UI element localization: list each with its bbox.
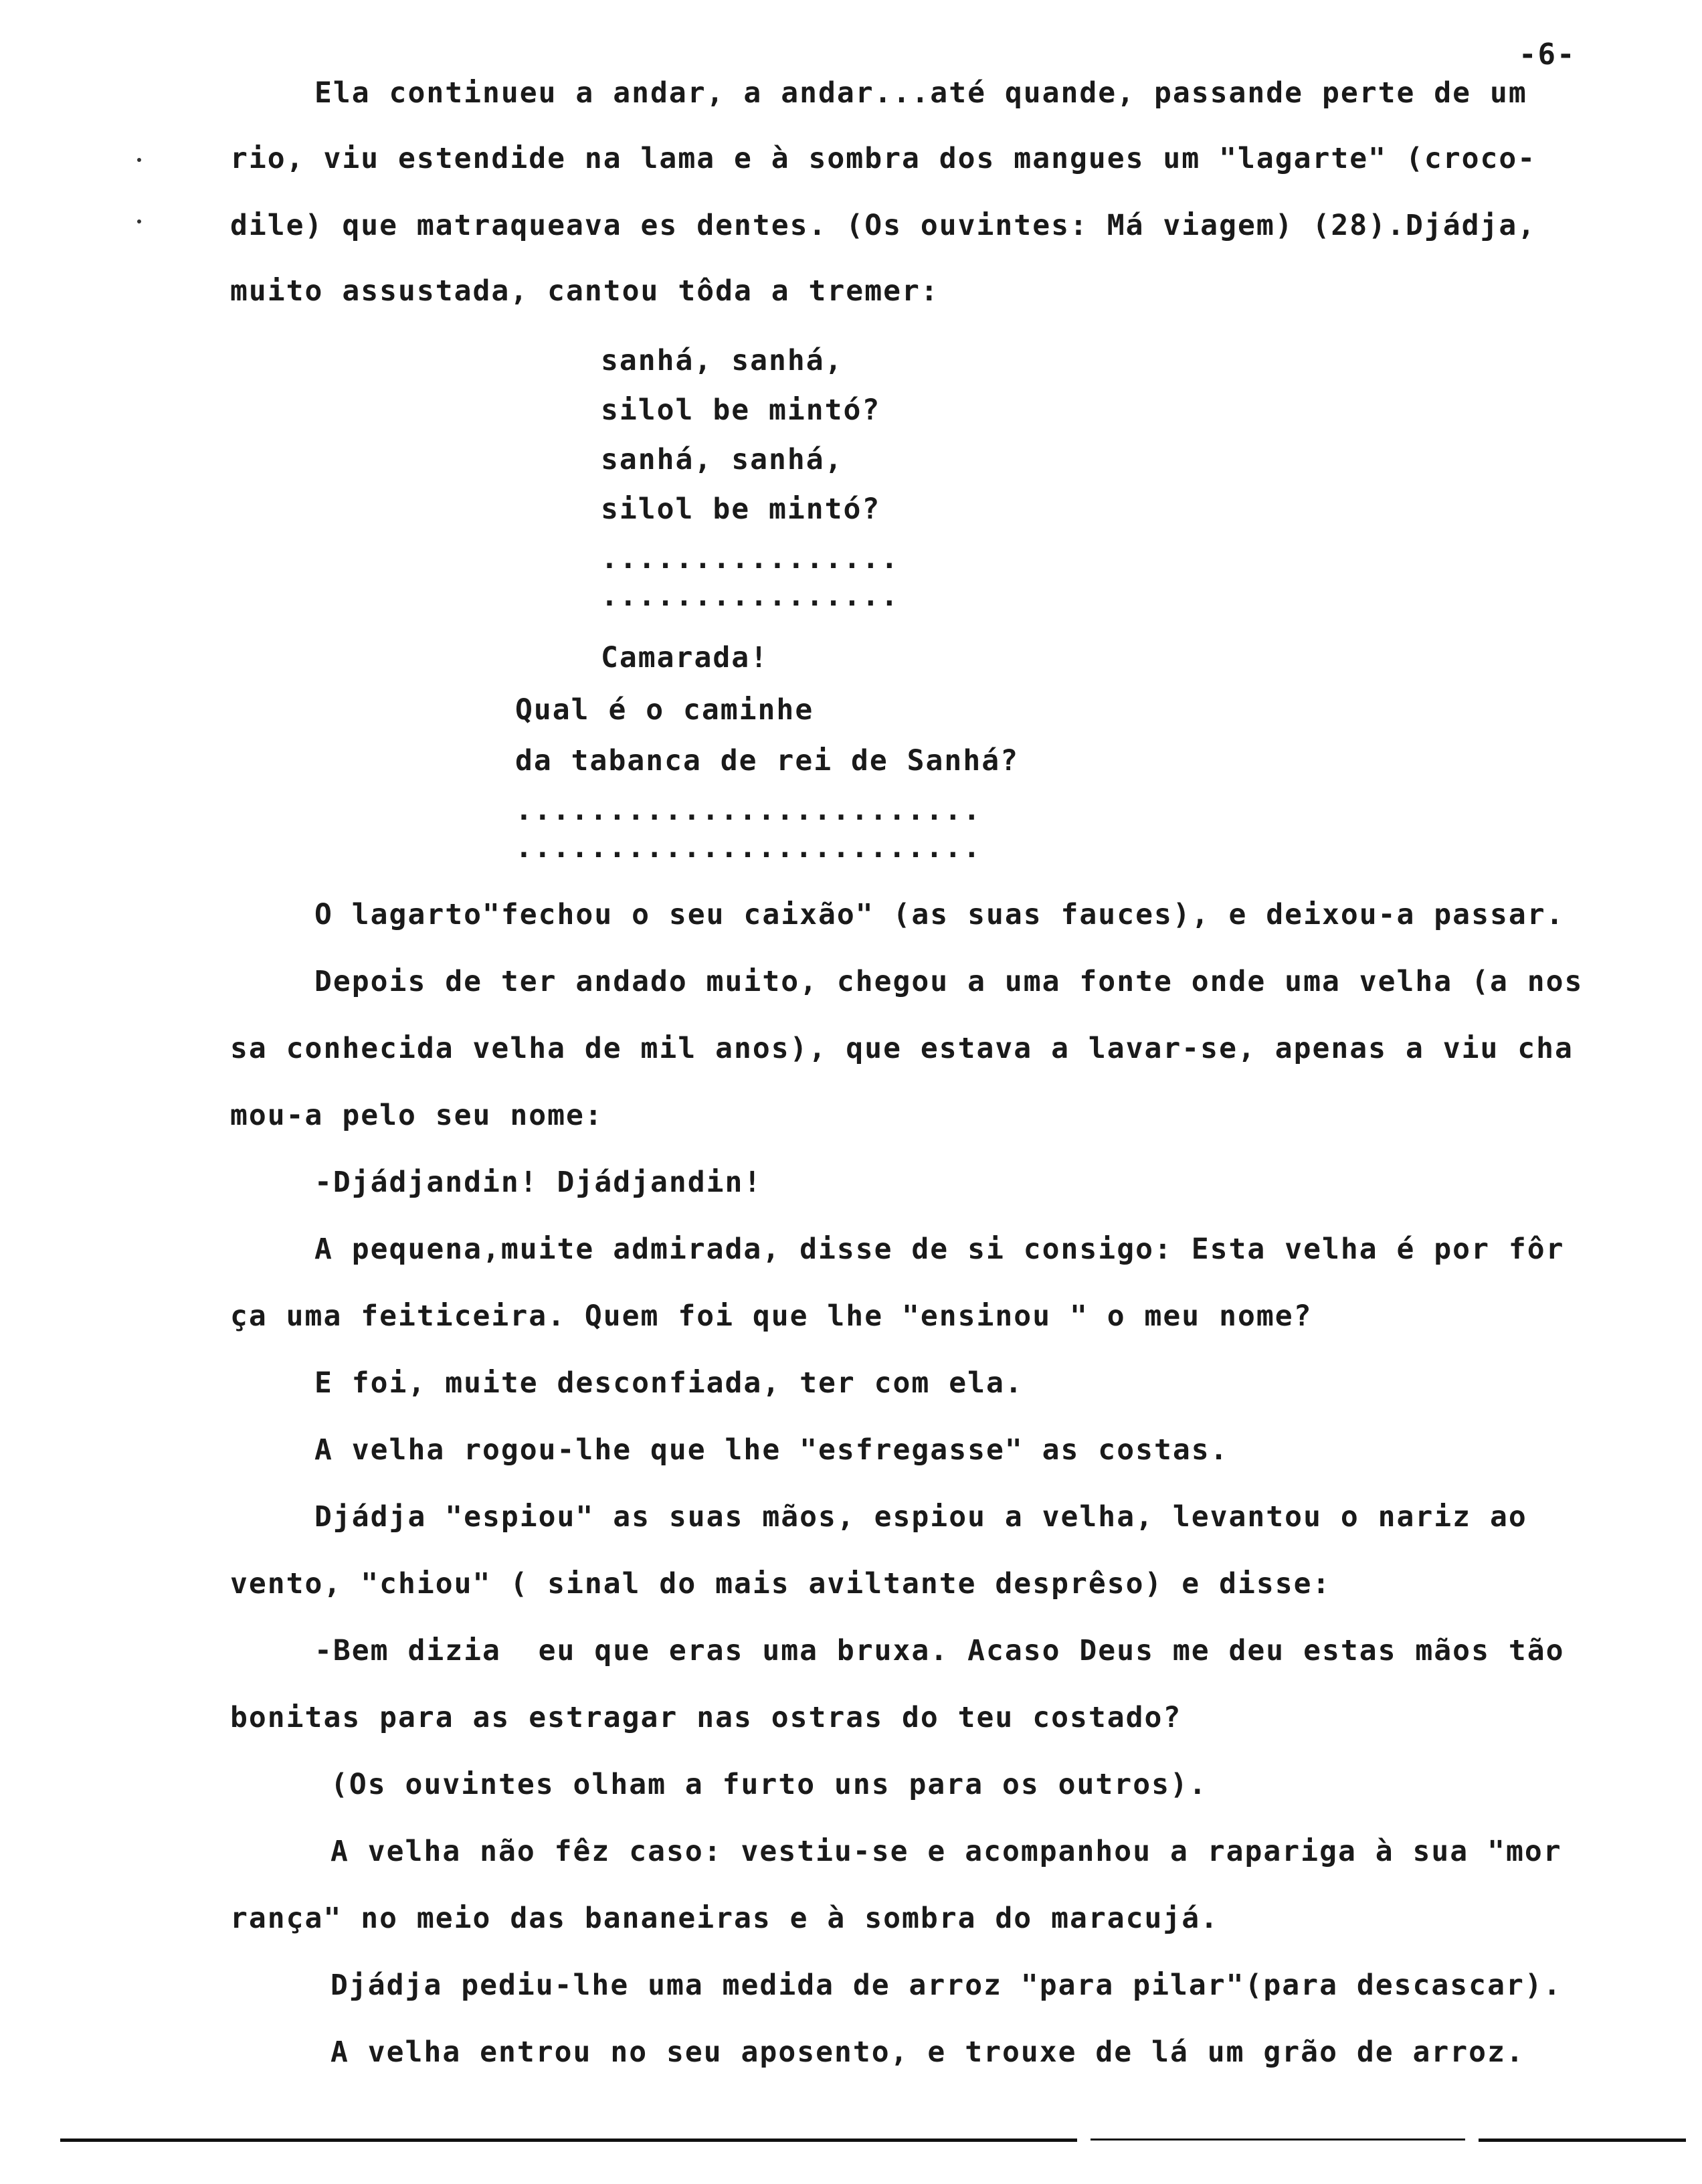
footer-rule xyxy=(1091,2138,1465,2141)
footer-rule xyxy=(1479,2138,1686,2142)
text-line: vento, "chiou" ( sinal do mais aviltante desprêso) e disse: xyxy=(230,1567,1331,1601)
text-line: A pequena,muite admirada, disse de si consigo: Esta velha é por fôr xyxy=(314,1233,1565,1266)
text-line: rio, viu estendide na lama e à sombra dos mangues um "lagarte" (croco- xyxy=(230,142,1537,175)
margin-mark xyxy=(137,158,141,162)
text-line: E foi, muite desconfiada, ter com ela. xyxy=(314,1366,1024,1400)
ellipsis-line: ......................... xyxy=(515,794,982,827)
song-line: silol be mintó? xyxy=(601,492,881,526)
text-line: Djádja "espiou" as suas mãos, espiou a velha, levantou o nariz ao xyxy=(314,1500,1527,1534)
ellipsis-line: ................ xyxy=(601,542,900,575)
song-line: Camarada! xyxy=(601,641,769,674)
margin-mark xyxy=(137,219,141,223)
text-line: sa conhecida velha de mil anos), que estava a lavar-se, apenas a viu cha xyxy=(230,1032,1574,1065)
ellipsis-line: ......................... xyxy=(515,831,982,864)
text-line: Djádja pediu-lhe uma medida de arroz "para pilar"(para descascar). xyxy=(330,1969,1562,2002)
song-line: Qual é o caminhe xyxy=(515,693,814,727)
text-line: mou-a pelo seu nome: xyxy=(230,1099,603,1132)
text-line: ça uma feiticeira. Quem foi que lhe "ensinou " o meu nome? xyxy=(230,1299,1313,1333)
page-number: -6- xyxy=(1519,37,1576,72)
text-line: muito assustada, cantou tôda a tremer: xyxy=(230,274,939,308)
text-line: -Bem dizia eu que eras uma bruxa. Acaso Deus me deu estas mãos tão xyxy=(314,1634,1565,1667)
text-line: Ela continueu a andar, a andar...até quande, passande perte de um xyxy=(314,76,1527,110)
song-line: da tabanca de rei de Sanhá? xyxy=(515,744,1019,778)
song-line: silol be mintó? xyxy=(601,393,881,427)
text-line: dile) que matraqueava es dentes. (Os ouvintes: Má viagem) (28).Djádja, xyxy=(230,209,1537,242)
text-line: Depois de ter andado muito, chegou a uma fonte onde uma velha (a nos xyxy=(314,965,1584,998)
text-line: -Djádjandin! Djádjandin! xyxy=(314,1166,763,1199)
text-line: O lagarto"fechou o seu caixão" (as suas fauces), e deixou-a passar. xyxy=(314,898,1565,931)
ellipsis-line: ................ xyxy=(601,579,900,613)
text-line: rança" no meio das bananeiras e à sombra do maracujá. xyxy=(230,1902,1220,1935)
text-line: A velha rogou-lhe que lhe "esfregasse" as costas. xyxy=(314,1433,1229,1467)
song-line: sanhá, sanhá, xyxy=(601,443,844,476)
text-line: bonitas para as estragar nas ostras do teu costado? xyxy=(230,1701,1182,1734)
text-line: A velha não fêz caso: vestiu-se e acompanhou a rapariga à sua "mor xyxy=(330,1835,1562,1868)
footer-rule xyxy=(60,2138,1077,2142)
text-line: (Os ouvintes olham a furto uns para os outros). xyxy=(330,1768,1208,1801)
song-line: sanhá, sanhá, xyxy=(601,344,844,377)
text-line: A velha entrou no seu aposento, e trouxe de lá um grão de arroz. xyxy=(330,2035,1525,2069)
